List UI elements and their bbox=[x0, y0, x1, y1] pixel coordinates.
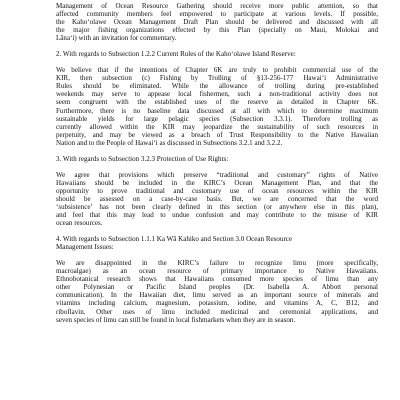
text-line: KIR, then subsection (c) Fishing by Trolling of §13-256-177 Hawai‘i Administrative bbox=[56, 74, 378, 83]
paragraph-section-4 bbox=[56, 259, 378, 323]
text-line: weekends may serve to appease local fishermen, such a non-traditional activity does not bbox=[56, 90, 378, 99]
paragraph-intro bbox=[56, 2, 378, 42]
text-line: ‘subsistence’ has not been clearly defined in this section (or anywhere else in this plan), bbox=[56, 202, 378, 211]
text-line: riboflavin. Other uses of limu included medicinal and ceremonial applications, and bbox=[56, 307, 378, 316]
text-line: affected community members feel empowered to participate at various levels. If possible, bbox=[56, 10, 378, 19]
text-line: We believe that if the intentions of Chapter 6K are truly to prohibit commercial use of the bbox=[56, 66, 378, 75]
text-line: sustainable yields for large pelagic species (Subsection 3.3.1). Therefore trolling as bbox=[56, 114, 378, 123]
text-line: Management of Ocean Resource Gathering should receive more public attention, so that bbox=[56, 2, 378, 10]
text-line: and feel that this may lead to undue confusion and may contribute to the misuse of KIR bbox=[56, 211, 378, 220]
text-line: macroalgae) as an ocean resource of primary importance to Native Hawaiians. bbox=[56, 267, 378, 276]
text-line: Rules should be eliminated. While the allowance of trolling during pre-established bbox=[56, 82, 378, 91]
text-line: Hawaiians should be included in the KIRC’s Ocean Management Plan, and that the bbox=[56, 178, 378, 187]
text-line: the major fishing organizations effected by this Plan (specially on Maui, Molokai and bbox=[56, 26, 378, 35]
paragraph-section-3 bbox=[56, 171, 378, 227]
heading-line: 2. With regards to Subsection 1.2.2 Current Rules of the Kaho‘olawe Island Reserve: bbox=[56, 50, 296, 59]
text-line: seven species of limu can still be found in local fishmarkets when they are in season. bbox=[56, 315, 296, 324]
text-line: Furthermore, there is no baseline data discussed at all with which to determine maximum bbox=[56, 106, 378, 115]
text-line: other Polynesian or Pacific Island peoples (Dr. Isabella A. Abbott personal bbox=[56, 283, 378, 292]
text-line: seem congruent with the established uses of the reserve as detailed in Chapter 6K. bbox=[56, 98, 378, 107]
text-line: opportunity to prove traditional and customary use of ocean resources within the KIR bbox=[56, 186, 378, 195]
text-line: should be assessed on a case-by-case basis. But, we are concerned that the word bbox=[56, 194, 378, 203]
heading-line: 4. With regards to Subsection 1.1.1 Ka Wā Kahiko and Section 3.0 Ocean Resource bbox=[56, 235, 293, 244]
heading-line: 3. With regards to Subsection 3.2.3 Protection of Use Rights: bbox=[56, 154, 229, 163]
text-line: Lāna‘i) with an invitation for commentary. bbox=[56, 34, 177, 43]
text-line: currently allowed within the KIR may jeopardize the sustainability of such resources in bbox=[56, 122, 378, 131]
paragraph-section-2 bbox=[56, 66, 378, 146]
text-line: communication). In the Hawaiian diet, limu served as an important source of minerals and bbox=[56, 291, 378, 300]
text-line: We are disappointed in the KIRC’s failure to recognize limu (more specifically, bbox=[56, 259, 378, 268]
text-line: vitamins including calcium, magnesium, potassium, iodine, and vitamins A, C, B12, and bbox=[56, 299, 378, 308]
text-line: We agree that provisions which preserve “traditional and customary” rights of Native bbox=[56, 170, 378, 179]
text-line: perpetuity, and may be viewed as a breach of Trust Responsibility to the Native Hawaiian bbox=[56, 130, 378, 139]
text-line: ocean resources. bbox=[56, 219, 103, 228]
section-heading-3 bbox=[56, 155, 378, 163]
text-line: the Kaho‘olawe Ocean Management Draft Plan should be delivered and discussed with all bbox=[56, 18, 378, 27]
heading-line: Management Issues: bbox=[56, 243, 114, 252]
section-heading-4 bbox=[56, 235, 378, 251]
text-line: Nation and to the People of Hawai‘i as discussed in Subsections 3.2.1 and 3.2.2. bbox=[56, 138, 283, 147]
text-line: Ethnobotanical research shows that Hawaiians consumed more species of limu than any bbox=[56, 275, 378, 284]
section-heading-2 bbox=[56, 50, 378, 58]
